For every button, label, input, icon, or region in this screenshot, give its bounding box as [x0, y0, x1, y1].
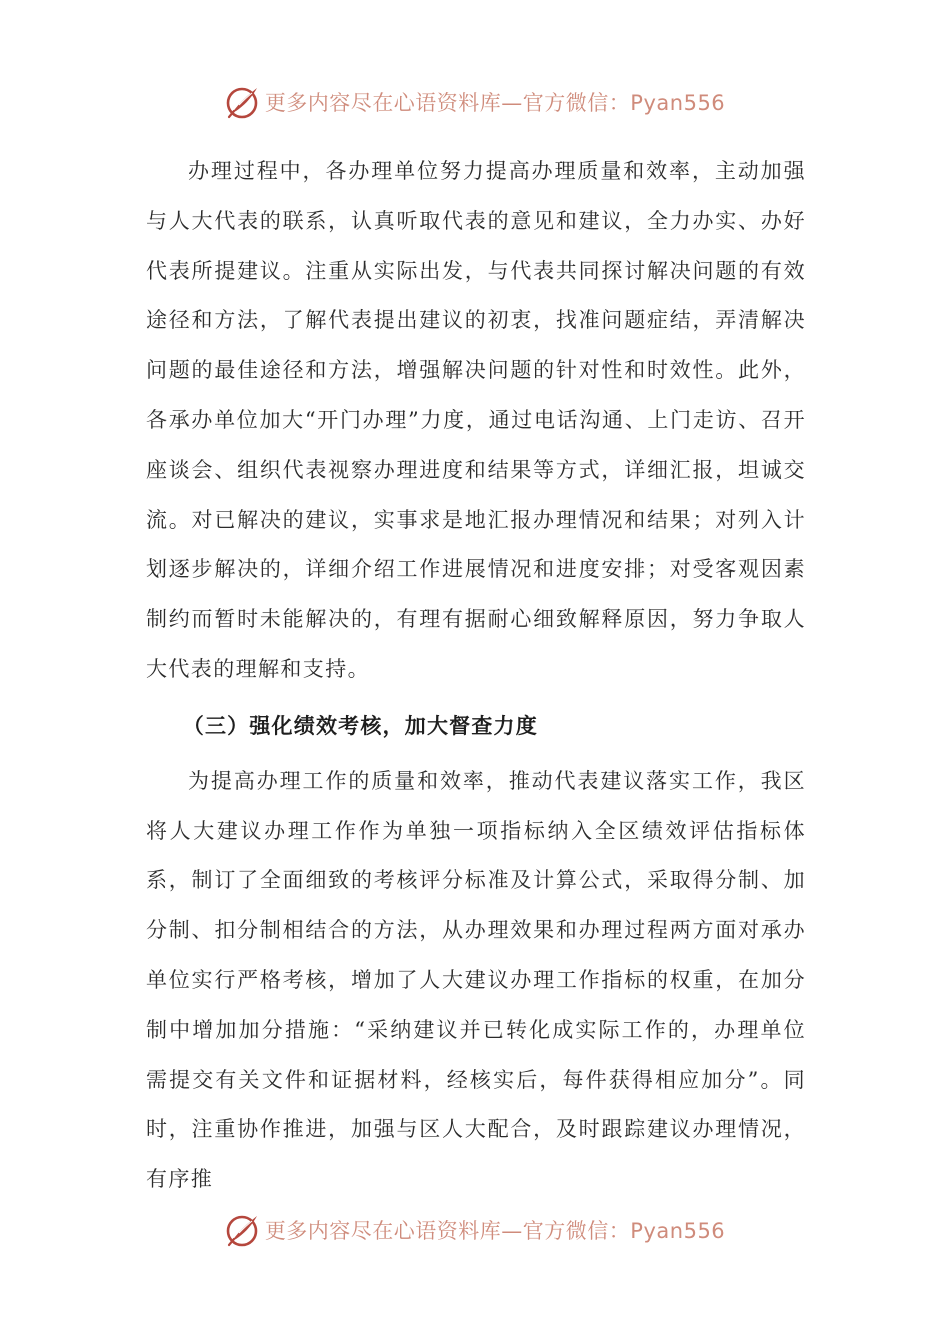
section-heading: （三）强化绩效考核，加大督查力度 [182, 712, 538, 738]
quill-pen-icon [225, 1212, 261, 1248]
watermark-text: 更多内容尽在心语资料库—官方微信：Pyan556 [264, 91, 726, 115]
body-paragraph: 办理过程中，各办理单位努力提高办理质量和效率，主动加强与人大代表的联系，认真听取代表的意见和建议，全力办实、办好代表所提建议。注重从实际出发，与代表共同探讨解决问题的有效途径和方法，了解代表提出建议的初衷，找准问题症结，弄清解决问题的最佳途径和方法，增强解决问题的针对性和时效性。此外，各承办单位加大“开门办理”力度，通过电话沟通、上门走访、召开座谈会、组织代表视察办理进度和结果等方式，详细汇报，坦诚交流。对已解决的建议，实事求是地汇报办理情况和结果；对列入计划逐步解决的，详细介绍工作进展情况和进度安排；对受客观因素制约而暂时未能解决的，有理有据耐心细致解释原因，努力争取人大代表的理解和支持。 [146, 159, 806, 681]
watermark-text: 更多内容尽在心语资料库—官方微信：Pyan556 [264, 1219, 726, 1243]
body-paragraph: 为提高办理工作的质量和效率，推动代表建议落实工作，我区将人大建议办理工作作为单独一项指标纳入全区绩效评估指标体系，制订了全面细致的考核评分标准及计算公式，采取得分制、加分制、扣分制相结合的方法，从办理效果和办理过程两方面对承办单位实行严格考核，增加了人大建议办理工作指标的权重，在加分制中增加加分措施：“采纳建议并已转化成实际工作的，办理单位需提交有关文件和证据材料，经核实后，每件获得相应加分”。同时，注重协作推进，加强与区人大配合，及时跟踪建议办理情况，有序推 [146, 768, 806, 1192]
document-body [146, 147, 806, 1205]
footer-watermark-banner [0, 1210, 950, 1250]
quill-pen-icon [225, 84, 261, 120]
header-watermark-banner [0, 82, 950, 122]
